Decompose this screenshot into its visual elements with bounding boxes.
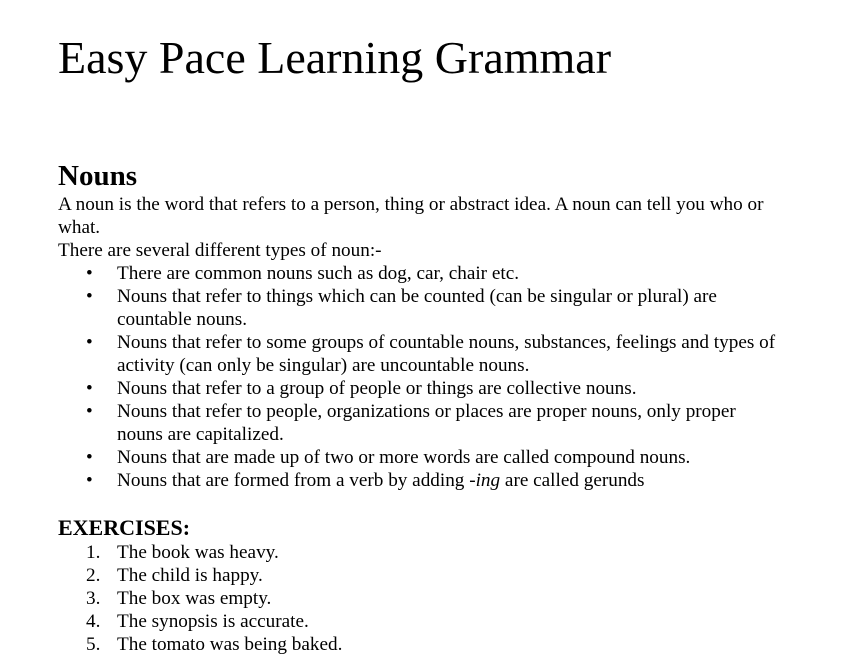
bullet-icon: • bbox=[86, 447, 93, 468]
nouns-heading: Nouns bbox=[58, 160, 137, 192]
exercise-text: The child is happy. bbox=[117, 565, 263, 586]
noun-types-list bbox=[58, 262, 778, 492]
noun-type-text: Nouns that refer to things which can be counted (can be singular or plural) are countable nouns. bbox=[117, 286, 717, 330]
bullet-icon: • bbox=[86, 332, 93, 353]
exercise-item bbox=[58, 564, 778, 587]
exercise-text: The tomato was being baked. bbox=[117, 634, 343, 655]
noun-type-item-proper bbox=[58, 400, 778, 446]
noun-type-text: Nouns that refer to a group of people or things are collective nouns. bbox=[117, 378, 637, 399]
exercise-number: 5. bbox=[86, 634, 101, 655]
noun-type-item-gerund bbox=[58, 469, 778, 492]
gerund-text-before: Nouns that are formed from a verb by adding bbox=[117, 470, 470, 491]
bullet-icon: • bbox=[86, 470, 93, 491]
noun-type-text: Nouns that refer to people, organizations or places are proper nouns, only proper nouns are capitalized. bbox=[117, 401, 736, 445]
noun-type-item-uncountable bbox=[58, 331, 778, 377]
bullet-icon: • bbox=[86, 263, 93, 284]
exercises-heading: EXERCISES: bbox=[58, 515, 191, 540]
exercise-number: 1. bbox=[86, 542, 101, 563]
noun-type-text: Nouns that are made up of two or more words are called compound nouns. bbox=[117, 447, 691, 468]
noun-types-lead: There are several different types of noun:- bbox=[58, 240, 382, 261]
noun-type-text: Nouns that refer to some groups of countable nouns, substances, feelings and types of activity (can only be singular) are uncountable nouns. bbox=[117, 332, 776, 376]
exercise-item bbox=[58, 541, 778, 564]
bullet-icon: • bbox=[86, 378, 93, 399]
exercise-item bbox=[58, 633, 778, 656]
nouns-intro-paragraph: A noun is the word that refers to a person, thing or abstract idea. A noun can tell you who or what. bbox=[58, 194, 764, 238]
noun-type-item-countable bbox=[58, 285, 778, 331]
gerund-text-after: are called gerunds bbox=[500, 470, 645, 491]
exercise-number: 4. bbox=[86, 611, 101, 632]
bullet-icon: • bbox=[86, 401, 93, 422]
noun-type-item-compound bbox=[58, 446, 778, 469]
exercise-item bbox=[58, 610, 778, 633]
noun-type-item-common bbox=[58, 262, 778, 285]
bullet-icon: • bbox=[86, 286, 93, 307]
exercise-text: The box was empty. bbox=[117, 588, 272, 609]
noun-type-text: There are common nouns such as dog, car, chair etc. bbox=[117, 263, 520, 284]
exercise-text: The book was heavy. bbox=[117, 542, 279, 563]
document-title: Easy Pace Learning Grammar bbox=[58, 32, 612, 83]
exercise-item bbox=[58, 587, 778, 610]
noun-type-item-collective bbox=[58, 377, 778, 400]
exercise-text: The synopsis is accurate. bbox=[117, 611, 309, 632]
exercise-number: 3. bbox=[86, 588, 101, 609]
exercise-number: 2. bbox=[86, 565, 101, 586]
exercises-list bbox=[58, 541, 778, 656]
gerund-suffix-emphasis: -ing bbox=[469, 470, 501, 491]
